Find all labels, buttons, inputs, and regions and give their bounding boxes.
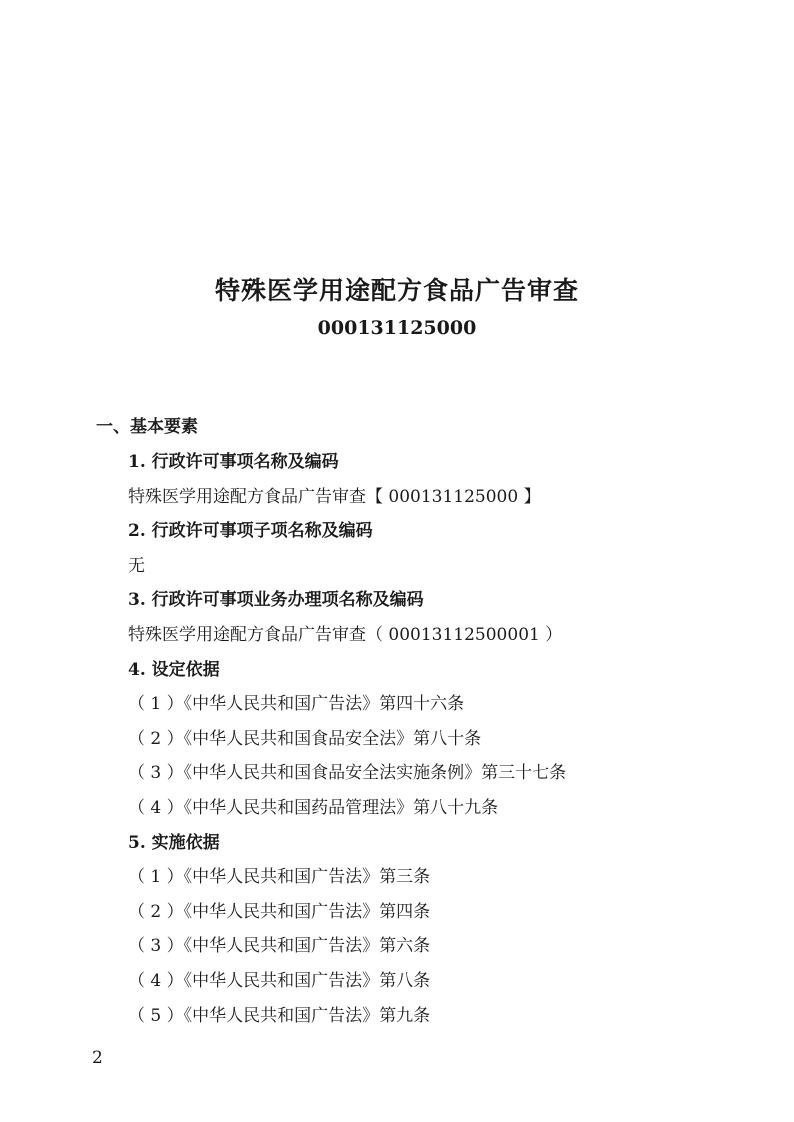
- document-title: 特殊医学用途配方食品广告审查: [214, 276, 579, 305]
- content-line: （ 5 ）《中华人民共和国广告法》第九条: [128, 1005, 431, 1026]
- content-line: （ 1 ）《中华人民共和国广告法》第四十六条: [128, 694, 465, 715]
- page-number: 2: [92, 1048, 103, 1068]
- content-line: （ 2 ）《中华人民共和国食品安全法》第八十条: [128, 728, 482, 749]
- content-line: （ 4 ）《中华人民共和国药品管理法》第八十九条: [128, 797, 499, 818]
- subsection-heading: 5. 实施依据: [128, 832, 220, 853]
- content-line: （ 2 ）《中华人民共和国广告法》第四条: [128, 901, 431, 922]
- section-heading: 一、基本要素: [96, 417, 198, 437]
- subsection-heading: 3. 行政许可事项业务办理项名称及编码: [128, 590, 424, 611]
- content-line: （ 3 ）《中华人民共和国食品安全法实施条例》第三十七条: [128, 763, 567, 784]
- content-line: （ 4 ）《中华人民共和国广告法》第八条: [128, 970, 431, 991]
- subsection-heading: 1. 行政许可事项名称及编码: [128, 452, 339, 472]
- content-line: 特殊医学用途配方食品广告审查（ 00013112500001 ）: [128, 624, 563, 645]
- subsection-heading: 2. 行政许可事项子项名称及编码: [128, 521, 373, 542]
- content-line: （ 1 ）《中华人民共和国广告法》第三条: [128, 867, 431, 888]
- content-line: 特殊医学用途配方食品广告审查【 000131125000 】: [128, 486, 541, 507]
- subsection-heading: 4. 设定依据: [128, 659, 220, 680]
- document-code: 000131125000: [317, 317, 477, 339]
- content-line: 无: [128, 555, 145, 576]
- content-list: [128, 449, 748, 1037]
- content-line: （ 3 ）《中华人民共和国广告法》第六条: [128, 936, 431, 957]
